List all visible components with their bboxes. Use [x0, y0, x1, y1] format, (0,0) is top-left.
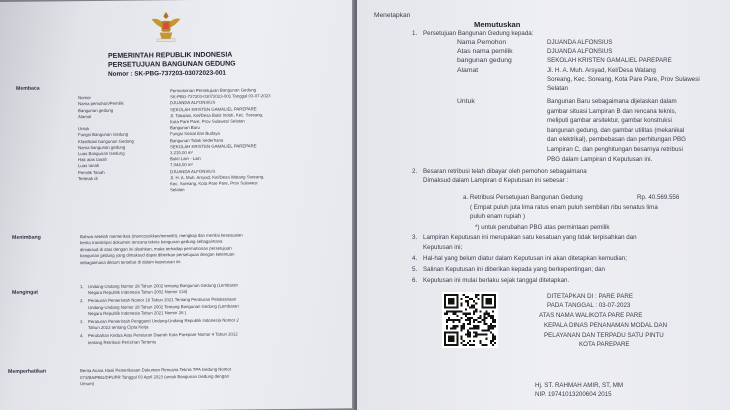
header-line3: Nomor : SK-PBG-737203-03072023-001	[108, 69, 226, 78]
untuk-line: Bangunan Baru sebagaimana dijelaskan dalam	[547, 98, 677, 105]
membaca-row-value: Bukti Lain - Lain	[170, 156, 201, 162]
item1-number: 1.	[412, 30, 418, 37]
owner-row-label: Nama Pemohon	[457, 39, 507, 46]
item-line: Keputusan ini;	[423, 244, 463, 251]
item-number: 3.	[412, 234, 418, 241]
section-menimbang: Menimbang	[12, 234, 41, 241]
mengingat-line: Peraturan Pemerintah Nomor 16 Tahun 2021 Tentang Peraturan Pelaksanaan	[88, 296, 237, 304]
item-number: 5.	[412, 266, 418, 273]
membaca-row-value: Jl. H. A. Muh. Arsyad, Kel/Desa Watang Soreang,	[170, 174, 265, 181]
sig-tanggal: PADA TANGGAL : 03-07-2023	[547, 302, 631, 309]
owner-row-label: bangunan gedung	[457, 57, 512, 65]
membaca-row-value: Selatan	[170, 187, 185, 193]
untuk-line: PBG dalam Lampiran d Keputusan ini.	[547, 155, 653, 163]
item2-line: Besaran retribusi telah dibayar oleh pemohon sebagaimana	[423, 168, 587, 175]
sig-jabatan3: KOTA PAREPARE	[579, 341, 630, 348]
membaca-row-label: Nomor	[78, 95, 91, 101]
item2-line: Dimaksud dalam Lampiran d Keputusan ini sebesar :	[423, 177, 569, 185]
owner-row-value: Selatan	[547, 85, 568, 92]
mengingat-number: 3.	[80, 319, 84, 325]
membaca-row-label: Luas tanah	[78, 163, 100, 169]
garuda-emblem-icon	[148, 8, 184, 44]
owner-row-value: DJUANDA ALFONSIUS	[547, 48, 613, 56]
membaca-row-label: Hak atas tanah	[78, 157, 107, 163]
membaca-row-value: DJUANDA ALFONSIUS	[170, 168, 216, 174]
header-line2: PERSETUJUAN BANGUNAN GEDUNG	[108, 60, 236, 69]
membaca-row-value: Fungsi Sosial dan Budaya	[170, 131, 220, 137]
membaca-row-label: Untuk	[78, 126, 90, 132]
memperhatikan-line: Berita Acara Hasil Pemeriksaan Dokumen Rencana Teknis TPA Gedung Nomor	[80, 366, 232, 374]
membaca-row-value: Bangunan Tidak Sederhana	[170, 137, 224, 143]
mengingat-line: Undang-Undang Nomor 28 Tahun 2002 Tentang Bangunan Gedung (Lembaran	[88, 303, 239, 310]
untuk-line: dan elektrikal), pembebasan dan perhitungan PBG	[547, 136, 686, 144]
qr-code	[442, 292, 498, 348]
memperhatikan-line: 073/BA/PBG/DPUPR Tanggal 03 April 2023 (untuk Bangunan Gedung dengan	[80, 373, 229, 380]
right-page	[357, 0, 730, 410]
sig-jabatan2: PELAYANAN DAN TERPADU SATU PINTU	[544, 332, 664, 339]
item-line: Hal-hal yang belum diatur dalam Keputusan ini akan ditetapkan kemudian;	[423, 255, 627, 262]
mengingat-line: Perubahan Kedua Atas Peraturan Daerah Kota Parepare Nomor 4 Tahun 2012	[88, 331, 238, 339]
membaca-row-value: 7.044,00 m²	[170, 162, 193, 168]
menimbang-line: bangunan gedung yang dimaksud dapat diberikan persetujuan dengan ketentuan	[80, 251, 235, 259]
terbilang-line: ( Empat puluh juta lima ratus enam puluh sembilan ribu senatus lima	[470, 204, 658, 211]
membaca-row-label: Klasifikasi bangunan Gedung	[78, 138, 134, 144]
membaca-row-label: Pemilik Tanah	[78, 169, 105, 175]
membaca-row-label: Nama bangunan gedung	[78, 144, 126, 150]
item2-number: 2.	[412, 168, 418, 175]
menimbang-line: berita transkripsi dokumen rencana teknis bangunan gedung sebagaimana	[80, 239, 223, 246]
untuk-line: gambar situasi Lampiran B dan rencana teknis,	[547, 107, 677, 115]
membaca-row-value: DJUANDA ALFONSIUS	[170, 100, 216, 106]
membaca-row-value: Kec. Soreang, Kota Pare Pare, Prov Sulawesi	[170, 180, 258, 187]
mengingat-line: Peraturan Pemerintah Pengganti Undang-Undang Republik Indonesia Nomor 2	[88, 317, 239, 325]
untuk-line: meliputi gambar arsitektur, gambar konstruksi	[547, 117, 672, 125]
memutuskan-title: Memutuskan	[474, 20, 521, 29]
sig-jabatan1: KEPALA DINAS PENANAMAN MODAL DAN	[544, 322, 668, 329]
untuk-label: Untuk	[457, 98, 475, 105]
item-number: 6.	[412, 277, 418, 284]
sig-ditetapkan: DITETAPKAN DI : PARE PARE	[547, 293, 633, 300]
membaca-row-value: SEKOLAH KRISTEN GAMALIEL PAREPARE	[170, 143, 257, 150]
retribusi-label: a. Retribusi Persetujuan Bangunan Gedung	[463, 194, 583, 201]
membaca-row-label: Alamat	[78, 113, 92, 119]
mengingat-number: 1.	[80, 284, 84, 290]
item-number: 4.	[412, 255, 418, 262]
membaca-row-value: 3.215,00 m²	[170, 149, 193, 156]
item-line: Keputusan ini mulai berlaku sejak tanggal ditetapkan.	[423, 277, 570, 284]
owner-row-label: Alamat	[457, 66, 479, 74]
owner-row-value: DJUANDA ALFONSIUS	[547, 39, 613, 46]
mengingat-line: Tahun 2022 tentang Cipta Kerja	[88, 324, 149, 331]
memperhatikan-line: Umum)	[80, 381, 95, 387]
item-line: Salinan Keputusan ini diberikan kepada yang berkepentingan; dan	[423, 266, 605, 273]
section-memperhatikan: Memperhatikan	[8, 368, 47, 375]
untuk-line: bangunan gedung, dan gambar utilitas (mekanikal	[547, 126, 685, 134]
owner-row-label: Atas nama pemilik	[457, 48, 513, 56]
menimbang-line: sebagaimana diktum tersebut di dalam keputusan ini.	[80, 258, 182, 265]
membaca-row-value: SEKOLAH KRISTEN GAMALIEL PAREPARE	[170, 105, 257, 112]
mengingat-line: Negara Republik Indonesia Tahun 2002 Nomor 134)	[88, 289, 188, 296]
membaca-row-value: Jl. Takalasi, Kel/Desa Bukit Indah, Kec. Soreang,	[170, 112, 264, 119]
left-page	[0, 0, 355, 410]
item-line: Lampiran Keputusan ini merupakan satu kesatuan yang tidak terpisahkan dan	[423, 234, 637, 241]
membaca-row-label: Bangunan gedung	[78, 107, 114, 113]
sig-atas-nama: ATAS NAMA WALIKOTA PARE PARE	[539, 312, 643, 319]
retribusi-value: Rp. 40.569.556	[637, 194, 680, 201]
membaca-row-value: Permohonan Persetujuan Bangunan Gedung	[170, 87, 257, 94]
membaca-row-label: Fungsi Bangunan Gedung	[78, 132, 129, 138]
membaca-row-label: Nama pemohon/Pemilik	[78, 101, 124, 107]
section-mengingat: Mengingat	[12, 289, 38, 296]
mengingat-line: tentang Retribusi Perizinan Tertentu	[88, 338, 157, 345]
mengingat-line: Negara Republik Indonesia Tahun 2021 Nomor 26 )	[88, 309, 187, 316]
owner-row-value: Soreang, Kec. Soreang, Kota Pare Pare, Prov Sulawesi	[547, 75, 700, 83]
footnote: *) untuk perubahan PBG atas permintaan pemilik	[475, 224, 610, 231]
owner-row-value: SEKOLAH KRISTEN GAMALIEL PAREPARE	[547, 57, 672, 65]
mengingat-number: 2.	[80, 298, 84, 304]
owner-row-value: Jl. H. A. Muh. Arsyad, Kel/Desa Watang	[547, 66, 656, 74]
membaca-row-value: Kota Pare Pare, Prov Sulawesi Selatan	[170, 118, 245, 125]
header-line1: PEMERINTAH REPUBLIK INDONESIA	[108, 51, 233, 60]
untuk-line: Lampiran C, dan penghitungan besarnya retribusi	[547, 146, 683, 153]
mengingat-number: 4.	[80, 333, 84, 339]
item1-intro: Persetujuan Bangunan Gedung kepada:	[423, 30, 534, 37]
sig-nip: NIP. 19741013200604 2015	[535, 391, 612, 398]
membaca-row-label: Luas Bangunan Gedung	[78, 150, 125, 157]
section-membaca: Membaca	[16, 85, 40, 92]
membaca-row-label: Terletak di	[78, 175, 98, 181]
mengingat-line: Undang-Undang Nomor 28 Tahun 2002 tentang Bangunan Gedung (Lembaran	[88, 282, 238, 290]
terbilang-line: puluh enam rupiah )	[470, 213, 526, 220]
membaca-row-value: Bangunan Baru	[170, 125, 200, 131]
menimbang-line: Bahwa setelah memeriksa (mencocokkan/meneliti), mengkaji dan menilai kesesuaian	[80, 232, 243, 240]
membaca-row-value: SK-PBG-737203-03072023-001 Tanggal 03-07-2023	[170, 93, 271, 100]
menetapkan-label: Menetapkan	[374, 12, 411, 19]
sig-nama: Hj. ST. RAHMAH AMIR, ST, MM	[535, 382, 624, 389]
menimbang-line: dimaksud di atas dengan ini disahkan, maka terhadap permohonan persetujuan	[80, 245, 232, 252]
